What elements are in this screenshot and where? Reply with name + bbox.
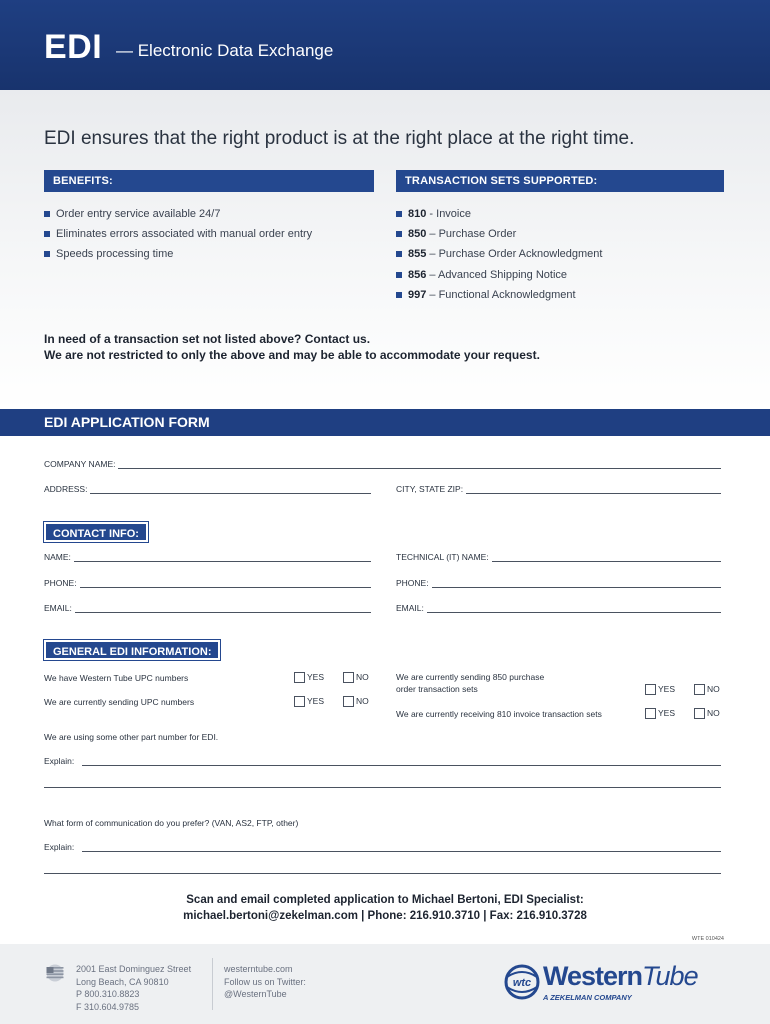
- address-line[interactable]: [90, 485, 371, 494]
- header-subtitle: — Electronic Data Exchange: [116, 41, 334, 60]
- address-city: Long Beach, CA 90810: [76, 976, 169, 987]
- address-street: 2001 East Dominguez Street: [76, 964, 192, 974]
- contact-notice: [44, 331, 540, 363]
- transaction-code: 850: [408, 228, 427, 241]
- logo-brand: [543, 961, 698, 992]
- form-title: EDI APPLICATION FORM: [44, 414, 210, 430]
- company-address: [76, 963, 191, 1013]
- technical-phone-label: PHONE:: [396, 578, 429, 588]
- explain-communication-label: Explain:: [44, 842, 75, 852]
- transaction-label: – Advanced Shipping Notice: [426, 268, 568, 281]
- question-810: We are currently receiving 810 invoice transaction sets: [396, 709, 602, 719]
- company-web: [224, 963, 306, 1001]
- address-label: ADDRESS:: [44, 484, 88, 494]
- technical-name-label: TECHNICAL (IT) NAME:: [396, 552, 489, 562]
- checkbox-box[interactable]: [294, 672, 305, 683]
- question-850-line2: order transaction sets: [396, 684, 478, 694]
- question-communication: What form of communication do you prefer? (VAN, AS2, FTP, other): [44, 818, 299, 828]
- question-other-part: We are using some other part number for EDI.: [44, 732, 219, 742]
- transaction-code: 856: [408, 268, 427, 281]
- transaction-label: – Purchase Order: [426, 228, 517, 241]
- benefit-item: Eliminates errors associated with manual order entry: [44, 227, 312, 247]
- transaction-sets-list: [396, 207, 602, 308]
- upc-no-checkbox[interactable]: [343, 671, 369, 683]
- question-upc: We have Western Tube UPC numbers: [44, 673, 189, 683]
- contact-info-heading: CONTACT INFO:: [44, 522, 148, 542]
- header-title: EDI: [44, 28, 103, 66]
- email-line[interactable]: [75, 604, 371, 613]
- transaction-set-item: [396, 207, 602, 227]
- transaction-set-item: [396, 227, 602, 247]
- transaction-code: 855: [408, 248, 427, 261]
- yes-label: YES: [307, 672, 325, 682]
- email-label: EMAIL:: [44, 603, 72, 613]
- us-flag-icon: [44, 964, 66, 982]
- 810-no-checkbox[interactable]: [694, 707, 720, 719]
- transaction-code: 810: [408, 208, 427, 220]
- logo-subtitle: A ZEKELMAN COMPANY: [543, 993, 632, 1002]
- explain-line[interactable]: [82, 757, 721, 766]
- logo-brand-italic: Tube: [642, 961, 698, 991]
- name-field[interactable]: [44, 550, 371, 562]
- submit-instructions: Scan and email completed application to Michael Bertoni, EDI Specialist:: [186, 894, 584, 906]
- footer-phone: P 800.310.8823: [76, 989, 140, 999]
- yes-label: YES: [658, 708, 676, 718]
- company-name-label: COMPANY NAME:: [44, 459, 116, 469]
- company-name-line[interactable]: [118, 460, 721, 469]
- form-title-bar: [0, 409, 770, 436]
- checkbox-box[interactable]: [645, 684, 656, 695]
- phone-label: PHONE:: [44, 578, 77, 588]
- city-state-zip-field[interactable]: [396, 482, 721, 494]
- no-label: NO: [356, 696, 369, 706]
- transaction-label: - Invoice: [426, 208, 471, 220]
- checkbox-box[interactable]: [294, 696, 305, 707]
- technical-phone-line[interactable]: [432, 579, 721, 588]
- transaction-set-item: [396, 268, 602, 288]
- 810-yes-checkbox[interactable]: [645, 707, 675, 719]
- email-field[interactable]: [44, 601, 371, 613]
- benefit-item: Order entry service available 24/7: [44, 207, 312, 227]
- explain-communication-line[interactable]: [82, 843, 721, 852]
- question-850-line1: We are currently sending 850 purchase: [396, 672, 545, 682]
- yes-label: YES: [658, 684, 676, 694]
- technical-email-field[interactable]: [396, 601, 721, 613]
- logo-mark-text: wtc: [512, 977, 532, 989]
- website-link[interactable]: westerntube.com: [224, 964, 293, 974]
- contact-notice-line2: We are not restricted to only the above and may be able to accommodate your request.: [44, 348, 540, 362]
- yes-label: YES: [307, 696, 325, 706]
- general-edi-heading: GENERAL EDI INFORMATION:: [44, 640, 220, 660]
- technical-name-line[interactable]: [492, 553, 721, 562]
- city-state-zip-line[interactable]: [466, 485, 721, 494]
- explain-communication-field[interactable]: [44, 840, 721, 852]
- question-sending-upc: We are currently sending UPC numbers: [44, 697, 195, 707]
- phone-line[interactable]: [80, 579, 371, 588]
- western-tube-logo: [503, 960, 728, 1006]
- checkbox-box[interactable]: [645, 708, 656, 719]
- page-footer: [0, 944, 770, 1024]
- twitter-label: Follow us on Twitter:: [224, 976, 306, 987]
- question-850: [396, 671, 544, 695]
- checkbox-box[interactable]: [343, 696, 354, 707]
- explain-field[interactable]: [44, 754, 721, 766]
- company-name-field[interactable]: [44, 457, 721, 469]
- contact-notice-line1: In need of a transaction set not listed above? Contact us.: [44, 332, 371, 346]
- sending-upc-yes-checkbox[interactable]: [294, 695, 324, 707]
- phone-field[interactable]: [44, 576, 371, 588]
- document-code: WTE 010424: [691, 936, 724, 942]
- transaction-set-item: [396, 247, 602, 267]
- technical-email-line[interactable]: [427, 604, 721, 613]
- footer-divider: [212, 958, 213, 1010]
- twitter-handle[interactable]: @WesternTube: [224, 989, 287, 999]
- upc-yes-checkbox[interactable]: [294, 671, 324, 683]
- checkbox-box[interactable]: [343, 672, 354, 683]
- name-line[interactable]: [74, 553, 371, 562]
- 850-yes-checkbox[interactable]: [645, 683, 675, 695]
- submit-contact-details: michael.bertoni@zekelman.com | Phone: 216.910.3710 | Fax: 216.910.3728: [183, 910, 587, 922]
- footer-fax: F 310.604.9785: [76, 1001, 140, 1012]
- logo-brand-bold: Western: [543, 961, 643, 991]
- benefit-item: Speeds processing time: [44, 247, 312, 267]
- transaction-label: – Functional Acknowledgment: [426, 288, 576, 301]
- page-header: [0, 0, 770, 90]
- name-label: NAME:: [44, 552, 71, 562]
- wtc-logo-icon: [503, 963, 541, 1001]
- benefits-list: [44, 207, 312, 268]
- benefits-heading: BENEFITS:: [44, 170, 374, 192]
- no-label: NO: [707, 708, 720, 718]
- transaction-code: 997: [408, 288, 427, 301]
- technical-phone-field[interactable]: [396, 576, 721, 588]
- technical-email-label: EMAIL:: [396, 603, 424, 613]
- address-field[interactable]: [44, 482, 371, 494]
- explain-extra-line[interactable]: [44, 787, 721, 788]
- transaction-set-item: [396, 288, 602, 308]
- technical-name-field[interactable]: [396, 550, 721, 562]
- sending-upc-no-checkbox[interactable]: [343, 695, 369, 707]
- no-label: NO: [356, 672, 369, 682]
- tagline: EDI ensures that the right product is at the right place at the right time.: [44, 128, 635, 149]
- checkbox-box[interactable]: [694, 708, 705, 719]
- no-label: NO: [707, 684, 720, 694]
- transaction-sets-heading: TRANSACTION SETS SUPPORTED:: [396, 170, 724, 192]
- city-state-zip-label: CITY, STATE ZIP:: [396, 484, 464, 494]
- transaction-label: – Purchase Order Acknowledgment: [426, 248, 603, 261]
- checkbox-box[interactable]: [694, 684, 705, 695]
- explain-communication-extra-line[interactable]: [44, 873, 721, 874]
- 850-no-checkbox[interactable]: [694, 683, 720, 695]
- explain-label: Explain:: [44, 756, 75, 766]
